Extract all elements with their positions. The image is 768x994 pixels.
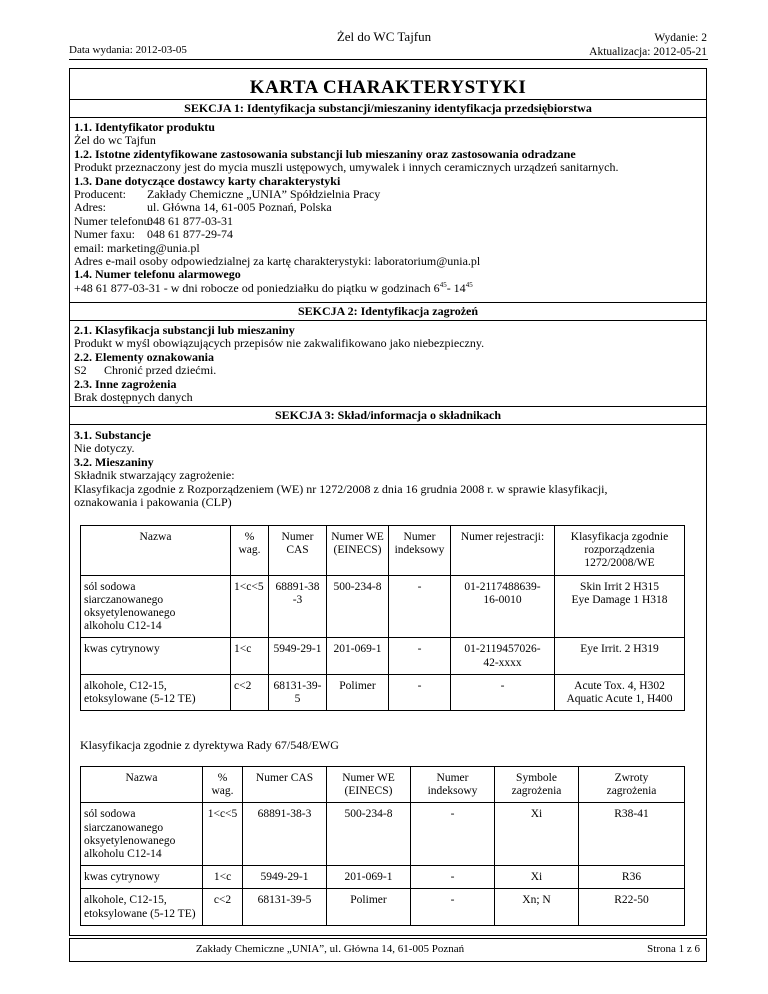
fax-label: Numer faxu: <box>74 227 135 242</box>
table-row <box>81 674 685 710</box>
edition-number: Wydanie: 2 <box>654 32 707 44</box>
table-cell: 1<c<5 <box>203 803 243 866</box>
table-row <box>81 889 685 925</box>
table-cell: 201-069-1 <box>327 866 411 889</box>
column-header: Numer CAS <box>269 526 327 576</box>
phone-row <box>74 215 702 228</box>
table-cell: 5949-29-1 <box>269 638 327 674</box>
emergency-sup: 45 <box>439 280 447 289</box>
table-cell: Polimer <box>327 674 389 710</box>
table-cell: sól sodowa siarczanowanego oksyetylenowanego alkoholu C12-14 <box>81 575 231 638</box>
table-cell: 500-234-8 <box>327 803 411 866</box>
table-cell: 1<c<5 <box>231 575 269 638</box>
section-2-body <box>74 324 702 404</box>
document-frame <box>69 68 707 936</box>
table-cell: 1<c <box>231 638 269 674</box>
column-header: Nazwa <box>81 767 203 803</box>
table-header-row <box>81 767 685 803</box>
section-2-heading: SEKCJA 2: Identyfikacja zagrożeń <box>297 304 479 318</box>
table-cell: R22-50 <box>579 889 685 925</box>
header-product-name: Żel do WC Tajfun <box>336 29 432 44</box>
column-header: Numer indeksowy <box>411 767 495 803</box>
product-use: Produkt przeznaczony jest do mycia muszli ustępowych, umywalek i innych ceramicznych urządzeń sanitarnych. <box>74 160 619 175</box>
table-cell: Xi <box>495 866 579 889</box>
table-cell: 68891-38 -3 <box>269 575 327 638</box>
table-cell: Polimer <box>327 889 411 925</box>
subsection-heading: 2.2. Elementy oznakowania <box>74 349 215 364</box>
subsection-heading: 1.3. Dane dotyczące dostawcy karty charakterystyki <box>74 173 341 188</box>
table-cell: alkohole, C12-15, etoksylowane (5-12 TE) <box>81 889 203 925</box>
subsection-heading: 1.2. Istotne zidentyfikowane zastosowania substancji lub mieszaniny oraz zastosowania odradzane <box>74 146 576 161</box>
classification-text: Produkt w myśl obowiązujących przepisów nie zakwalifikowano jako niebezpieczny. <box>74 336 485 351</box>
table-row <box>81 575 685 638</box>
substances-na: Nie dotyczy. <box>74 441 135 456</box>
column-header: Numer indeksowy <box>389 526 451 576</box>
subsection-heading: 2.3. Inne zagrożenia <box>74 376 177 391</box>
table-cell: R36 <box>579 866 685 889</box>
table-cell: - <box>389 575 451 638</box>
table-cell: 5949-29-1 <box>243 866 327 889</box>
table-cell: - <box>411 803 495 866</box>
table-cell: Xn; N <box>495 889 579 925</box>
dsd-composition-table <box>80 766 685 926</box>
table-cell: 01-2119457026- 42-xxxx <box>451 638 555 674</box>
page-footer <box>69 938 707 962</box>
phone-label: Numer telefonu: <box>74 213 153 228</box>
section-3-body <box>74 429 702 509</box>
responsible-email-line: Adres e-mail osoby odpowiedzialnej za kartę charakterystyki: laboratorium@unia.pl <box>74 254 481 269</box>
address-value: ul. Główna 14, 61-005 Poznań, Polska <box>147 200 332 215</box>
s-phrase-text: Chronić przed dziećmi. <box>104 363 217 378</box>
column-header: Numer WE (EINECS) <box>327 526 389 576</box>
subsection-heading: 3.1. Substancje <box>74 428 152 442</box>
table-cell: 500-234-8 <box>327 575 389 638</box>
subsection-heading: 1.4. Numer telefonu alarmowego <box>74 267 241 282</box>
fax-value: 048 61 877-29-74 <box>147 227 233 242</box>
edition-info <box>562 31 707 59</box>
column-header: Zwroty zagrożenia <box>579 767 685 803</box>
table-cell: R38-41 <box>579 803 685 866</box>
table-cell: Acute Tox. 4, H302 Aquatic Acute 1, H400 <box>555 674 685 710</box>
table-row <box>81 638 685 674</box>
fax-row <box>74 228 702 241</box>
subsection-heading: 2.1. Klasyfikacja substancji lub mieszaniny <box>74 323 295 337</box>
clp-composition-table <box>80 525 685 711</box>
column-header: Numer rejestracji: <box>451 526 555 576</box>
section-1-heading: SEKCJA 1: Identyfikacja substancji/mieszaniny identyfikacja przedsiębiorstwa <box>184 101 592 115</box>
update-date: Aktualizacja: 2012-05-21 <box>589 46 707 58</box>
table-cell: 68131-39- 5 <box>269 674 327 710</box>
emergency-sup: 45 <box>465 280 473 289</box>
table-row <box>81 803 685 866</box>
phone-value: 048 61 877-03-31 <box>147 213 233 228</box>
table-cell: c<2 <box>231 674 269 710</box>
email-line: email: marketing@unia.pl <box>74 240 200 255</box>
column-header: Klasyfikacja zgodnie rozporządzenia 1272/2008/WE <box>555 526 685 576</box>
dsd-table-caption: Klasyfikacja zgodnie z dyrektywa Rady 67/548/EWG <box>80 738 339 752</box>
page-number: Strona 1 z 6 <box>647 943 700 955</box>
table-cell: kwas cytrynowy <box>81 866 203 889</box>
column-header: Symbole zagrożenia <box>495 767 579 803</box>
table-cell: 68891-38-3 <box>243 803 327 866</box>
divider <box>70 424 706 425</box>
issue-date: Data wydania: 2012-03-05 <box>69 44 187 56</box>
subsection-heading: 1.1. Identyfikator produktu <box>74 120 215 134</box>
column-header: Nazwa <box>81 526 231 576</box>
section-3-heading: SEKCJA 3: Skład/informacja o składnikach <box>274 408 502 422</box>
emergency-text-mid: - 14 <box>446 280 466 295</box>
table-cell: Skin Irrit 2 H315 Eye Damage 1 H318 <box>555 575 685 638</box>
clp-reference: Klasyfikacja zgodnie z Rozporządzeniem (WE) nr 1272/2008 z dnia 16 grudnia 2008 r. w sprawie klasyfikacji, <box>74 481 608 496</box>
table-cell: 201-069-1 <box>327 638 389 674</box>
section-1-body <box>74 121 702 295</box>
s-phrase-row <box>74 364 702 377</box>
s-phrase-code: S2 <box>74 363 87 378</box>
column-header: % wag. <box>203 767 243 803</box>
producer-row <box>74 188 702 201</box>
producer-label: Producent: <box>74 187 126 202</box>
clp-reference-cont: oznakowania i pakowania (CLP) <box>74 495 232 510</box>
divider <box>70 320 706 321</box>
table-cell: - <box>411 889 495 925</box>
divider <box>70 302 706 303</box>
table-row <box>81 866 685 889</box>
producer-value: Zakłady Chemiczne „UNIA” Spółdzielnia Pracy <box>147 187 381 202</box>
table-cell: - <box>411 866 495 889</box>
table-cell: c<2 <box>203 889 243 925</box>
table-cell: 68131-39-5 <box>243 889 327 925</box>
divider <box>70 406 706 407</box>
header-rule <box>69 59 708 60</box>
table-cell: - <box>389 638 451 674</box>
divider <box>70 117 706 118</box>
address-label: Adres: <box>74 200 106 215</box>
hazard-component-label: Składnik stwarzający zagrożenie: <box>74 468 235 483</box>
footer-address: Zakłady Chemiczne „UNIA”, ul. Główna 14, 61-005 Poznań <box>195 943 465 955</box>
table-cell: kwas cytrynowy <box>81 638 231 674</box>
column-header: Numer WE (EINECS) <box>327 767 411 803</box>
table-cell: - <box>389 674 451 710</box>
table-cell: 01-2117488639- 16-0010 <box>451 575 555 638</box>
page-title: KARTA CHARAKTERYSTYKI <box>249 77 527 98</box>
divider <box>70 99 706 100</box>
column-header: % wag. <box>231 526 269 576</box>
emergency-text: +48 61 877-03-31 - w dni robocze od poniedziałku do piątku w godzinach 6 <box>74 280 440 295</box>
table-cell: Eye Irrit. 2 H319 <box>555 638 685 674</box>
subsection-heading: 3.2. Mieszaniny <box>74 454 154 469</box>
address-row <box>74 201 702 214</box>
table-header-row <box>81 526 685 576</box>
other-hazards: Brak dostępnych danych <box>74 390 193 405</box>
table-cell: 1<c <box>203 866 243 889</box>
table-cell: alkohole, C12-15, etoksylowane (5-12 TE) <box>81 674 231 710</box>
product-identifier: Żel do wc Tajfun <box>74 133 156 148</box>
table-cell: Xi <box>495 803 579 866</box>
column-header: Numer CAS <box>243 767 327 803</box>
table-cell: - <box>451 674 555 710</box>
table-cell: sól sodowa siarczanowanego oksyetylenowanego alkoholu C12-14 <box>81 803 203 866</box>
emergency-phone <box>74 282 702 295</box>
